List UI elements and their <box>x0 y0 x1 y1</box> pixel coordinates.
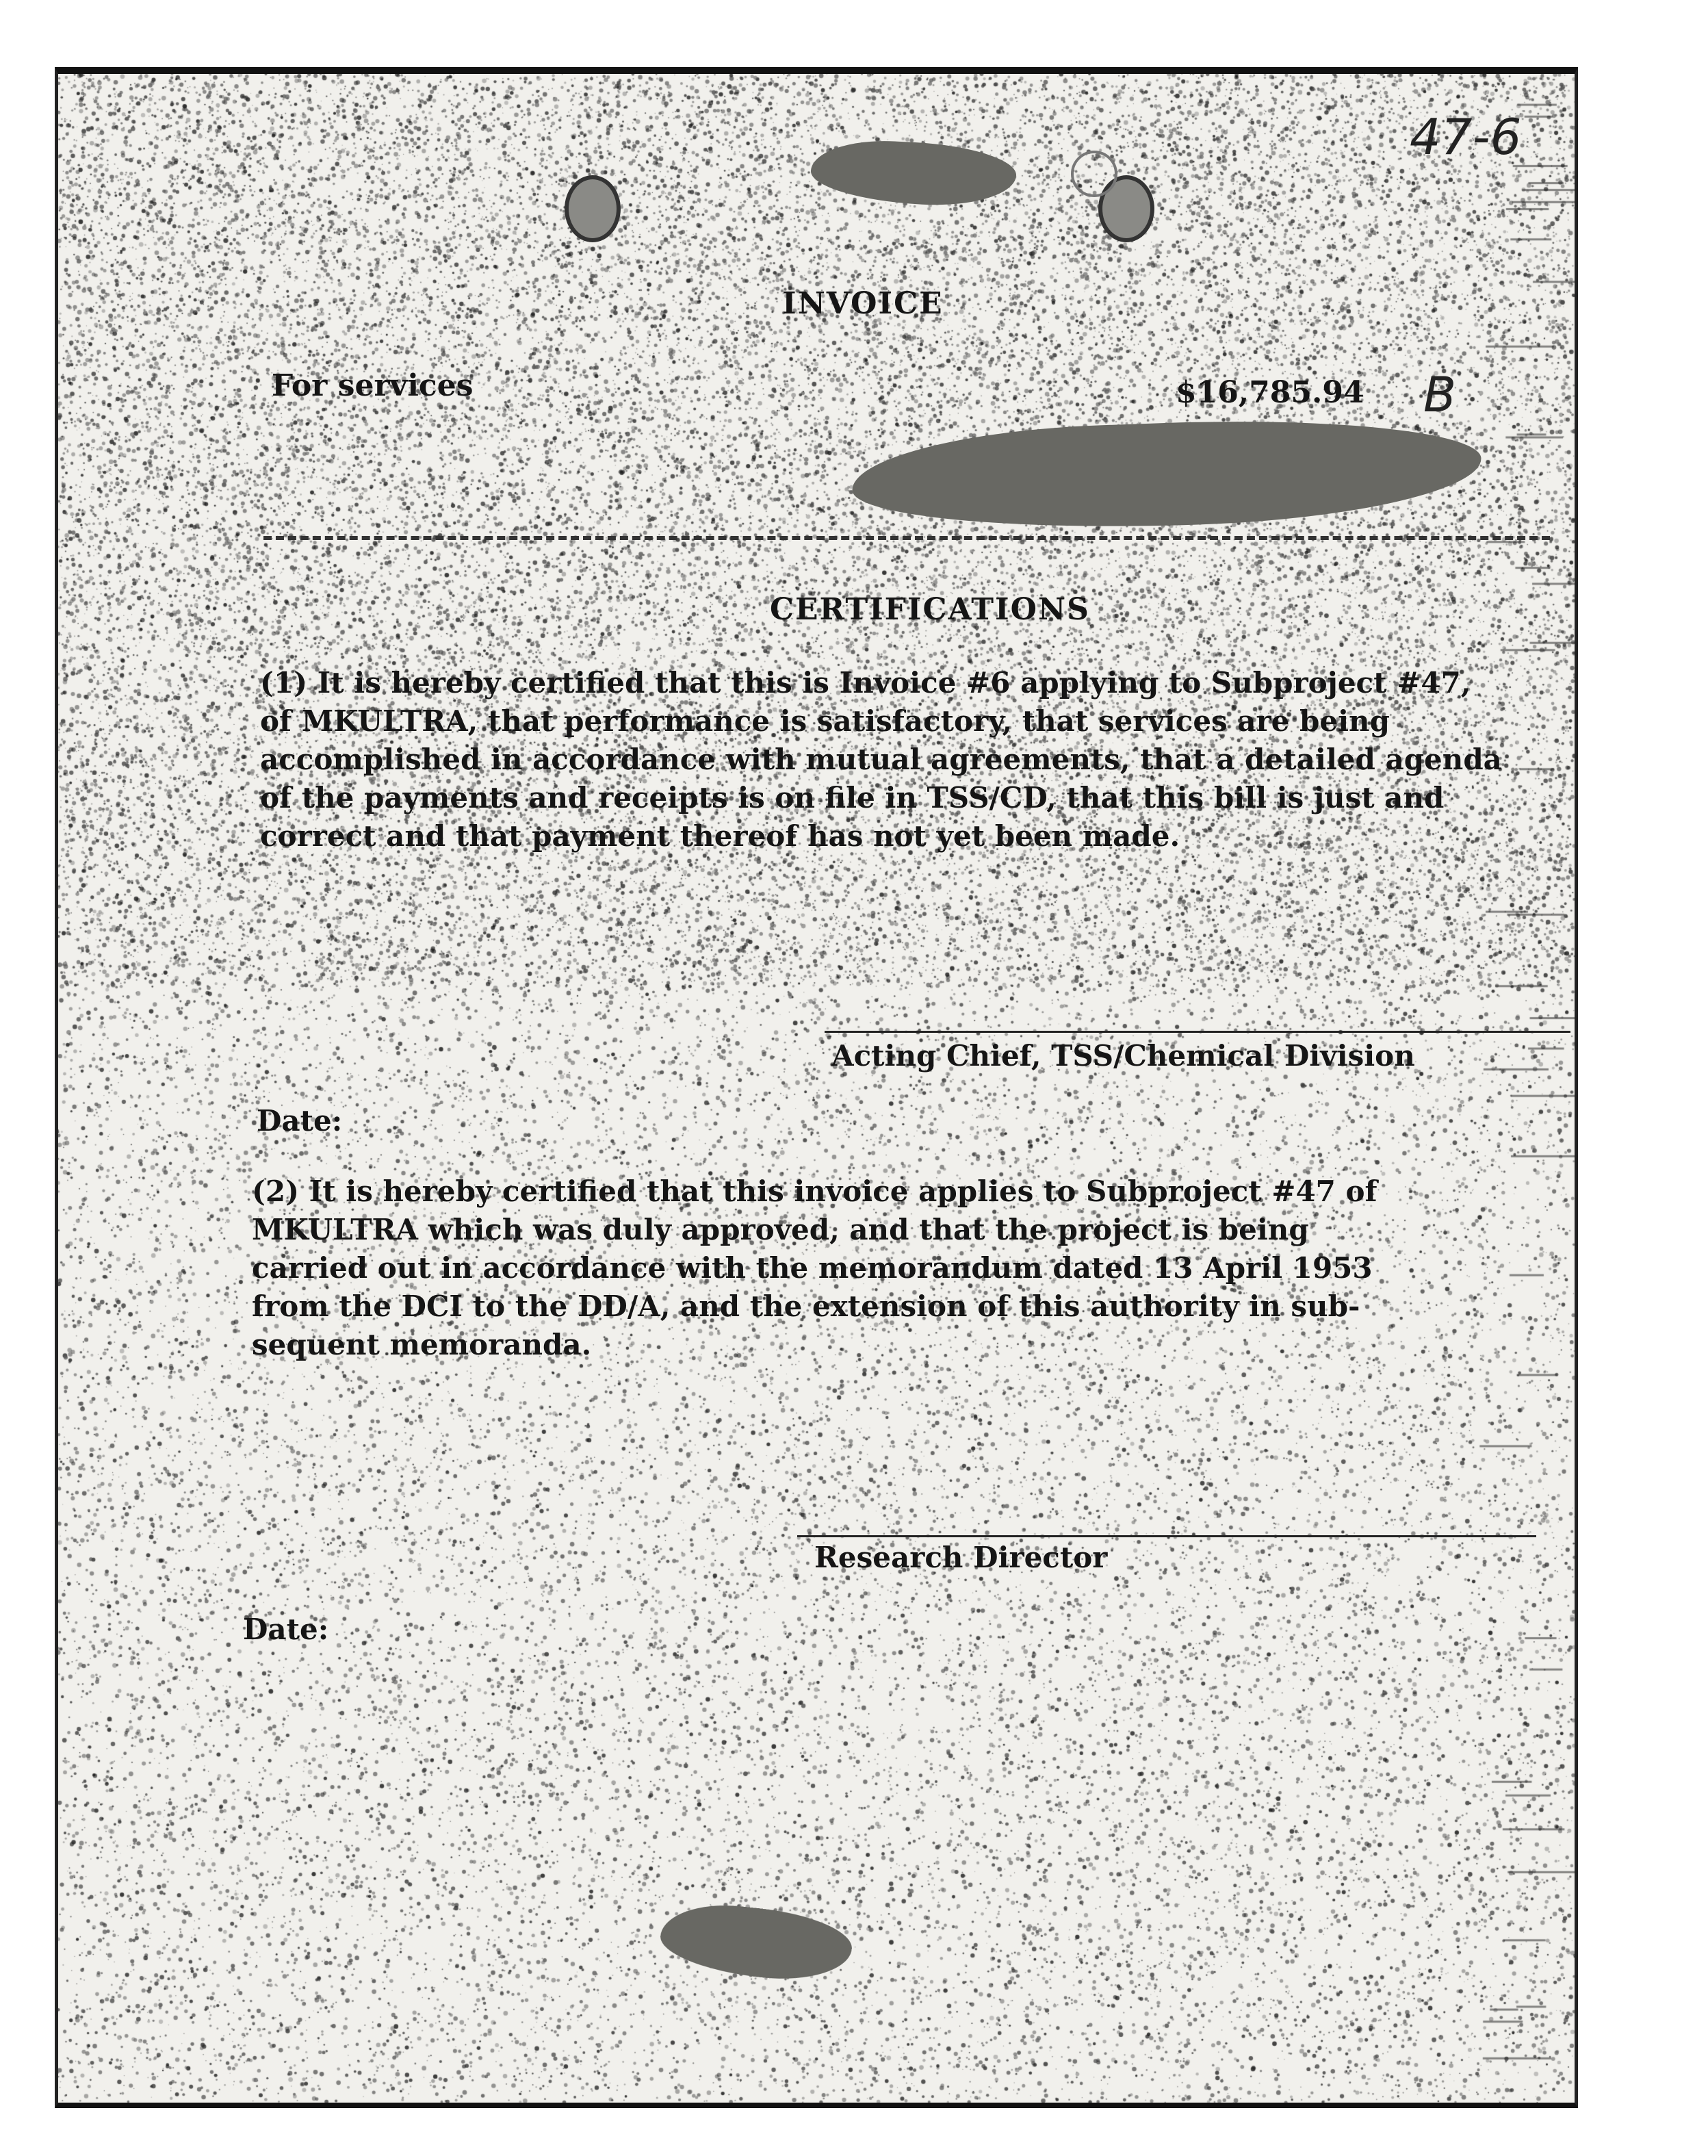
cert1-date-label: Date: <box>257 1104 343 1138</box>
cert2-paragraph <box>252 1172 1377 1364</box>
cert2-line: MKULTRA which was duly approved, and that the project is being <box>252 1213 1309 1246</box>
signature-line-research-director <box>797 1535 1536 1537</box>
invoice-title: INVOICE <box>782 286 944 321</box>
cert1-line: correct and that payment thereof has not yet been made. <box>260 819 1180 853</box>
cert2-line: (2) It is hereby certified that this invoice applies to Subproject #47 of <box>252 1175 1377 1208</box>
cert1-line: (1) It is hereby certified that this is Invoice #6 applying to Subproject #47, <box>260 666 1471 700</box>
services-label: For services <box>272 368 474 403</box>
cert1-line: of the payments and receipts is on file in TSS/CD, that this bill is just and <box>260 781 1445 814</box>
separator-line <box>263 536 1550 540</box>
cert1-line: of MKULTRA, that performance is satisfactory, that services are being <box>260 704 1390 738</box>
certifications-heading: CERTIFICATIONS <box>770 592 1090 627</box>
acting-chief-signatory: Acting Chief, TSS/Chemical Division <box>831 1039 1415 1073</box>
grade-mark-handwritten: B <box>1423 367 1457 423</box>
cert2-line: sequent memoranda. <box>252 1328 592 1361</box>
signature-line-acting-chief <box>825 1031 1570 1033</box>
punch-hole-faint <box>1071 151 1117 197</box>
research-director-signatory: Research Director <box>814 1541 1108 1574</box>
punch-hole-left <box>565 175 621 242</box>
cert2-line: carried out in accordance with the memorandum dated 13 April 1953 <box>252 1251 1373 1285</box>
cert2-line: from the DCI to the DD/A, and the extension of this authority in sub- <box>252 1289 1360 1323</box>
file-mark-handwritten: 47-6 <box>1410 108 1522 166</box>
cert1-paragraph <box>260 664 1502 856</box>
invoice-amount: $16,785.94 <box>1176 375 1364 410</box>
cert1-line: accomplished in accordance with mutual agreements, that a detailed agenda <box>260 743 1502 776</box>
cert2-date-label: Date: <box>243 1613 329 1646</box>
document-page <box>55 67 1578 2108</box>
